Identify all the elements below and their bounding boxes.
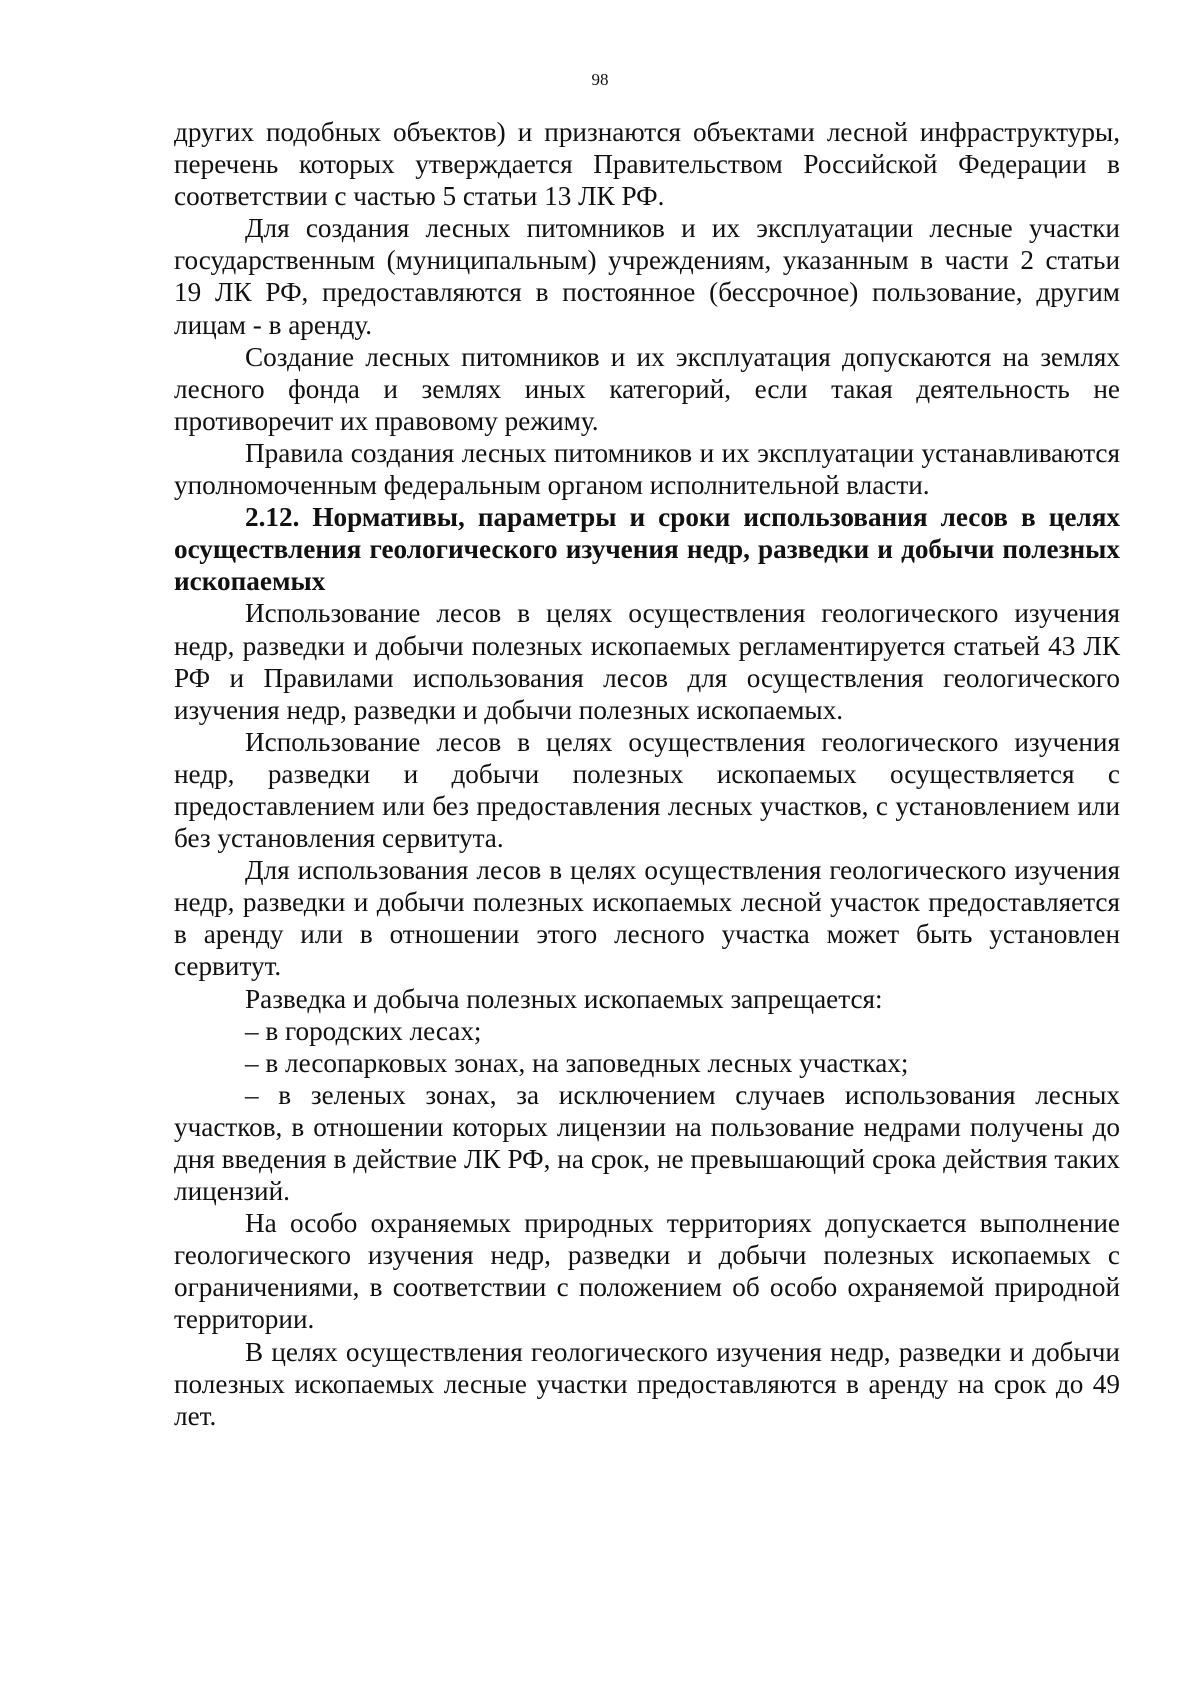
paragraph: других подобных объектов) и признаются объектами лесной инфраструктуры, перечень которых утверждается Правительством Российской Федерации в соответствии с частью 5 статьи 13 ЛК РФ. (174, 117, 1120, 212)
paragraph: Создание лесных питомников и их эксплуатация допускаются на землях лесного фонда и землях иных категорий, если такая деятельность не противоречит их правовому режиму. (174, 341, 1120, 436)
document-body (174, 116, 1120, 1432)
paragraph: Использование лесов в целях осуществления геологического изучения недр, разведки и добычи полезных ископаемых осуществляется с предоставлением или без предоставления лесных участков, с установлением или без установления сервитута. (174, 726, 1120, 854)
paragraph: В целях осуществления геологического изучения недр, разведки и добычи полезных ископаемых лесные участки предоставляются в аренду на срок до 49 лет. (174, 1336, 1120, 1431)
list-item: – в зеленых зонах, за исключением случаев использования лесных участков, в отношении которых лицензии на пользование недрами получены до дня введения в действие ЛК РФ, на срок, не превышающий срока действия таких лицензий. (174, 1079, 1120, 1207)
page-number: 98 (591, 70, 609, 89)
section-heading: 2.12. Нормативы, параметры и сроки использования лесов в целях осуществления геологического изучения недр, разведки и добычи полезных ископаемых (174, 502, 1120, 597)
paragraph: Для создания лесных питомников и их эксплуатации лесные участки государственным (муниципальным) учреждениям, указанным в части 2 статьи 19 ЛК РФ, предоставляются в постоянное (бессрочное) пользование, другим лицам - в аренду. (174, 213, 1120, 340)
paragraph: Использование лесов в целях осуществления геологического изучения недр, разведки и добычи полезных ископаемых регламентируется статьей 43 ЛК РФ и Правилами использования лесов для осуществления геологического изучения недр, разведки и добычи полезных ископаемых. (174, 598, 1120, 725)
paragraph: На особо охраняемых природных территориях допускается выполнение геологического изучения недр, разведки и добычи полезных ископаемых с ограничениями, в соответствии с положением об особо охраняемой природной территории. (174, 1208, 1120, 1335)
list-item: – в лесопарковых зонах, на заповедных лесных участках; (245, 1047, 909, 1078)
paragraph: Разведка и добыча полезных ископаемых запрещается: (245, 983, 883, 1014)
paragraph: Для использования лесов в целях осуществления геологического изучения недр, разведки и добычи полезных ископаемых лесной участок предоставляется в аренду или в отношении этого лесного участка может быть установлен сервитут. (174, 855, 1120, 982)
paragraph: Правила создания лесных питомников и их эксплуатации устанавливаются уполномоченным федеральным органом исполнительной власти. (174, 437, 1120, 501)
list-item: – в городских лесах; (245, 1015, 482, 1046)
